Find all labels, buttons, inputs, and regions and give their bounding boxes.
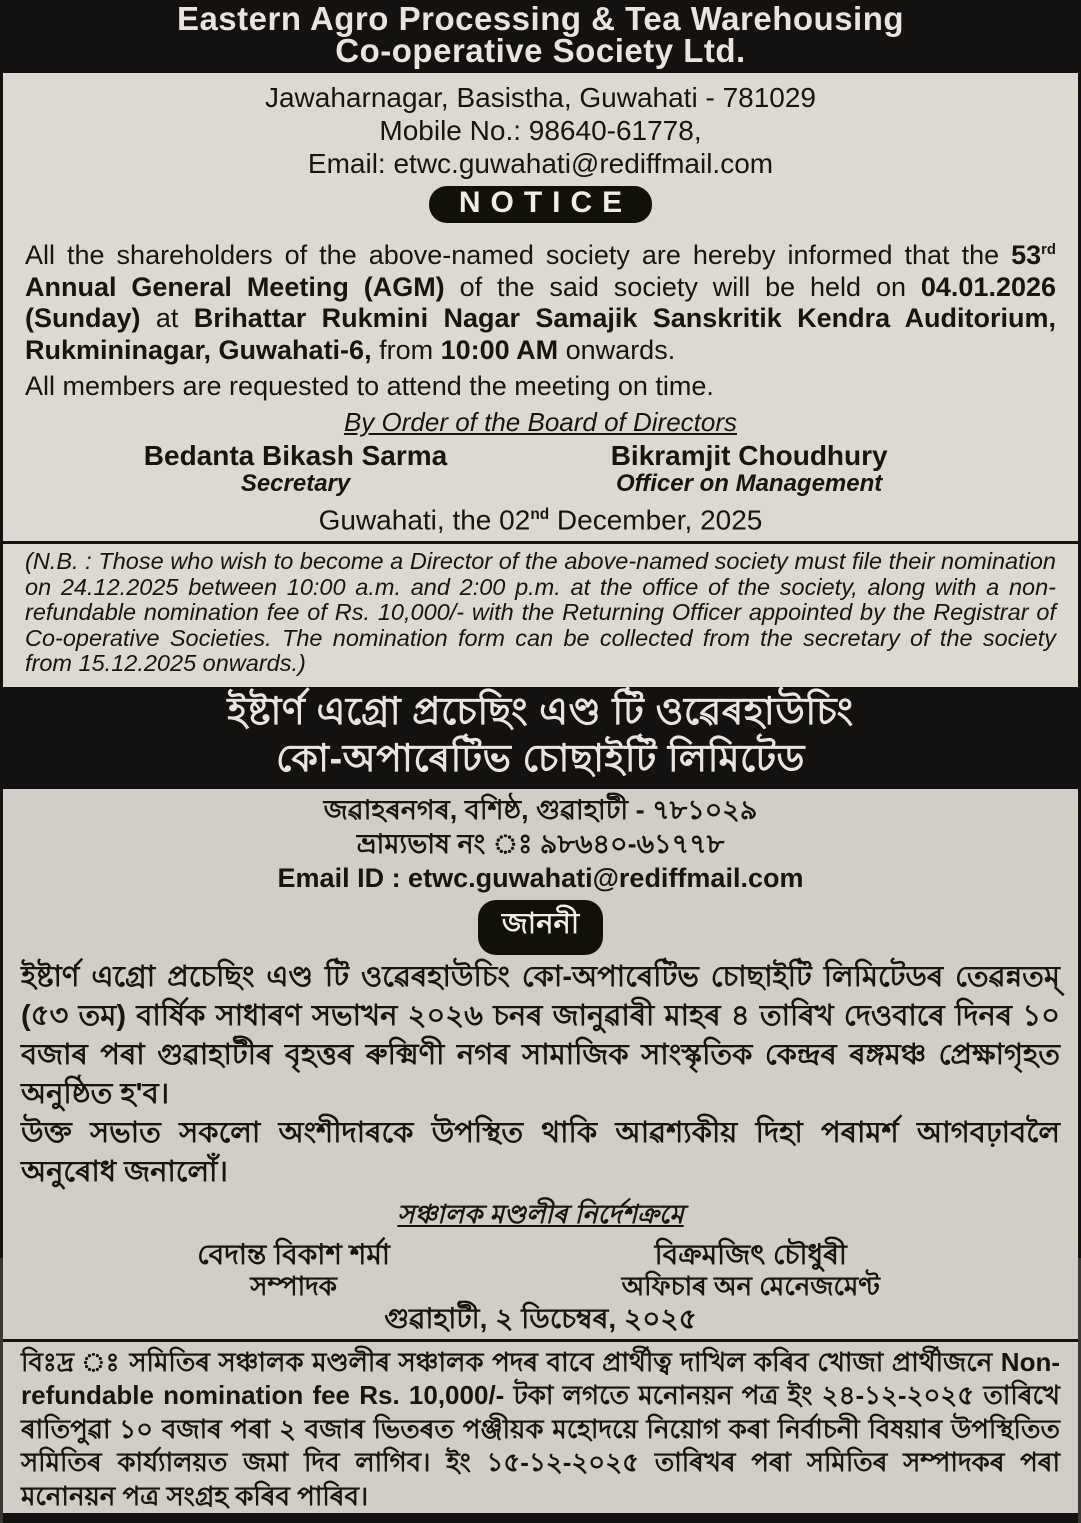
email-line: Email: etwc.guwahati@rediffmail.com xyxy=(307,148,774,179)
org-name-line1: Eastern Agro Processing & Tea Warehousing xyxy=(176,0,905,37)
english-notice-body xyxy=(3,73,1078,687)
email-line-assamese: Email ID : etwc.guwahati@rediffmail.com xyxy=(277,862,804,893)
assamese-notice-body xyxy=(3,789,1078,1514)
signatory-name-secretary: Bedanta Bikash Sarma xyxy=(143,440,448,471)
nota-bene-paragraph: (N.B. : Those who wish to become a Director of the above-named society must file their nomination on 24.12.2025 between 10:00 a.m. and 2:00 p.m. at the office of the society, along with a non-refundable nomination fee of Rs. 10,000/- with the Returning Officer appointed by the Registrar of Co-operative Societies. The nomination form can be collected from the secretary of the society from 15.12.2025 onwards.) xyxy=(25,548,1056,677)
mobile-line-assamese: ভ্ৰাম্যভাষ নং ঃ ৯৮৬৪০-৬১৭৭৮ xyxy=(356,828,725,859)
assamese-notice-section xyxy=(3,687,1078,1514)
notice-badge-row xyxy=(25,180,1056,227)
assamese-masthead-band xyxy=(3,687,1078,789)
english-notice-section xyxy=(3,0,1078,687)
by-order-line: By Order of the Board of Directors xyxy=(343,407,738,437)
nota-bene-paragraph-assamese: বিঃদ্ৰ ঃ সমিতিৰ সঞ্চালক মণ্ডলীৰ সঞ্চালক পদৰ বাবে প্ৰাৰ্থীত্ব দাখিল কৰিব খোজা প্ৰাৰ্থীজনে Non-refundable nomination fee Rs. 10,000/- টকা লগতে মনোনয়ন পত্ৰ ইং ২৪-১২-২০২৫ তাৰিখে ৰাতিপুৱা ১০ বজাৰ পৰা ২ বজাৰ ভিতৰত পঞ্জীয়ক মহোদয়ে নিয়োগ কৰা নিৰ্বাচনী বিষয়াৰ উপস্থিতিত সমিতিৰ কাৰ্য্যালয়ত জমা দিব লাগিব। ইং ১৫-১২-২০২৫ তাৰিখৰ পৰা সমিতিৰ সম্পাদকৰ পৰা মনোনয়ন পত্ৰ সংগ্ৰহ কৰিব পাৰিব। xyxy=(21,1346,1060,1511)
attendance-request-line: All members are requested to attend the meeting on time. xyxy=(25,371,714,401)
bottom-border-bar xyxy=(3,1513,1078,1523)
address-line: Jawaharnagar, Basistha, Guwahati - 781029 xyxy=(264,82,817,113)
english-masthead-band xyxy=(3,0,1078,73)
place-date-line: Guwahati, the 02nd December, 2025 xyxy=(318,504,763,536)
org-name-line2: Co-operative Society Ltd. xyxy=(335,32,746,69)
signatory-name-officer-assamese: বিক্ৰমজিৎ চৌধুৰী xyxy=(654,1238,847,1270)
attendance-request-paragraph-assamese: উক্ত সভাত সকলো অংশীদাৰকে উপস্থিত থাকি আৱশ্যকীয় দিহা পৰামৰ্শ আগবঢ়াবলৈ অনুৰোধ জনালোঁ। xyxy=(21,1116,1060,1188)
signature-block-assamese xyxy=(83,1238,997,1302)
signatory-name-secretary-assamese: বেদান্ত বিকাশ শৰ্মা xyxy=(197,1238,390,1270)
org-name-assamese-line1: ইষ্টাৰ্ণ এগ্ৰো প্ৰচেছিং এণ্ড টি ওৱেৰহাউচিং xyxy=(227,690,854,733)
signatory-name-officer: Bikramjit Choudhury xyxy=(610,440,888,471)
notice-badge-row-assamese xyxy=(21,895,1060,958)
signatory-role-officer-assamese: অফিচাৰ অন মেনেজমেণ্ট xyxy=(621,1270,880,1301)
signature-block xyxy=(87,438,994,497)
org-name-assamese-line2: কো-অপাৰেটিভ চোছাইটি লিমিটেড xyxy=(275,737,805,780)
place-date-line-assamese: গুৱাহাটী, ২ ডিচেম্বৰ, ২০২৫ xyxy=(384,1302,697,1334)
notice-badge-assamese: জাননী xyxy=(478,900,603,955)
agm-announcement-paragraph-assamese: ইষ্টাৰ্ণ এগ্ৰো প্ৰচেছিং এণ্ড টি ওৱেৰহাউচিং কো-অপাৰেটিভ চোছাইটি লিমিটেডৰ তেৱন্নতম্ (৫৩ তম) বাৰ্ষিক সাধাৰণ সভাখন ২০২৬ চনৰ জানুৱাৰী মাহৰ ৪ তাৰিখ দেওবাৰে দিনৰ ১০ বজাৰ পৰা গুৱাহাটীৰ বৃহত্তৰ ৰুক্মিণী নগৰ সামাজিক সাংস্কৃতিক কেন্দ্ৰৰ ৰঙ্গমঞ্চ প্ৰেক্ষাগৃহত অনুষ্ঠিত হ'ব। xyxy=(21,960,1060,1110)
address-line-assamese: জৱাহৰনগৰ, বশিষ্ঠ, গুৱাহাটী - ৭৮১০২৯ xyxy=(323,794,758,825)
notice-badge: NOTICE xyxy=(429,186,652,223)
signatory-role-officer: Officer on Management xyxy=(616,470,883,497)
divider-rule xyxy=(3,541,1078,544)
signatory-role-secretary: Secretary xyxy=(240,470,351,497)
mobile-line: Mobile No.: 98640-61778, xyxy=(379,115,702,146)
agm-announcement-paragraph: All the shareholders of the above-named society are hereby informed that the 53rd Annual General Meeting (AGM) of the said society will be held on 04.01.2026 (Sunday) at Brihattar Rukmini Nagar Samajik Sanskritik Kendra Auditorium, Rukmininagar, Guwahati-6, from 10:00 AM onwards. xyxy=(25,240,1057,365)
by-order-line-assamese: সঞ্চালক মণ্ডলীৰ নিৰ্দেশক্ৰমে xyxy=(397,1198,684,1229)
divider-rule-assamese xyxy=(3,1339,1078,1342)
signatory-role-secretary-assamese: সম্পাদক xyxy=(250,1270,337,1301)
